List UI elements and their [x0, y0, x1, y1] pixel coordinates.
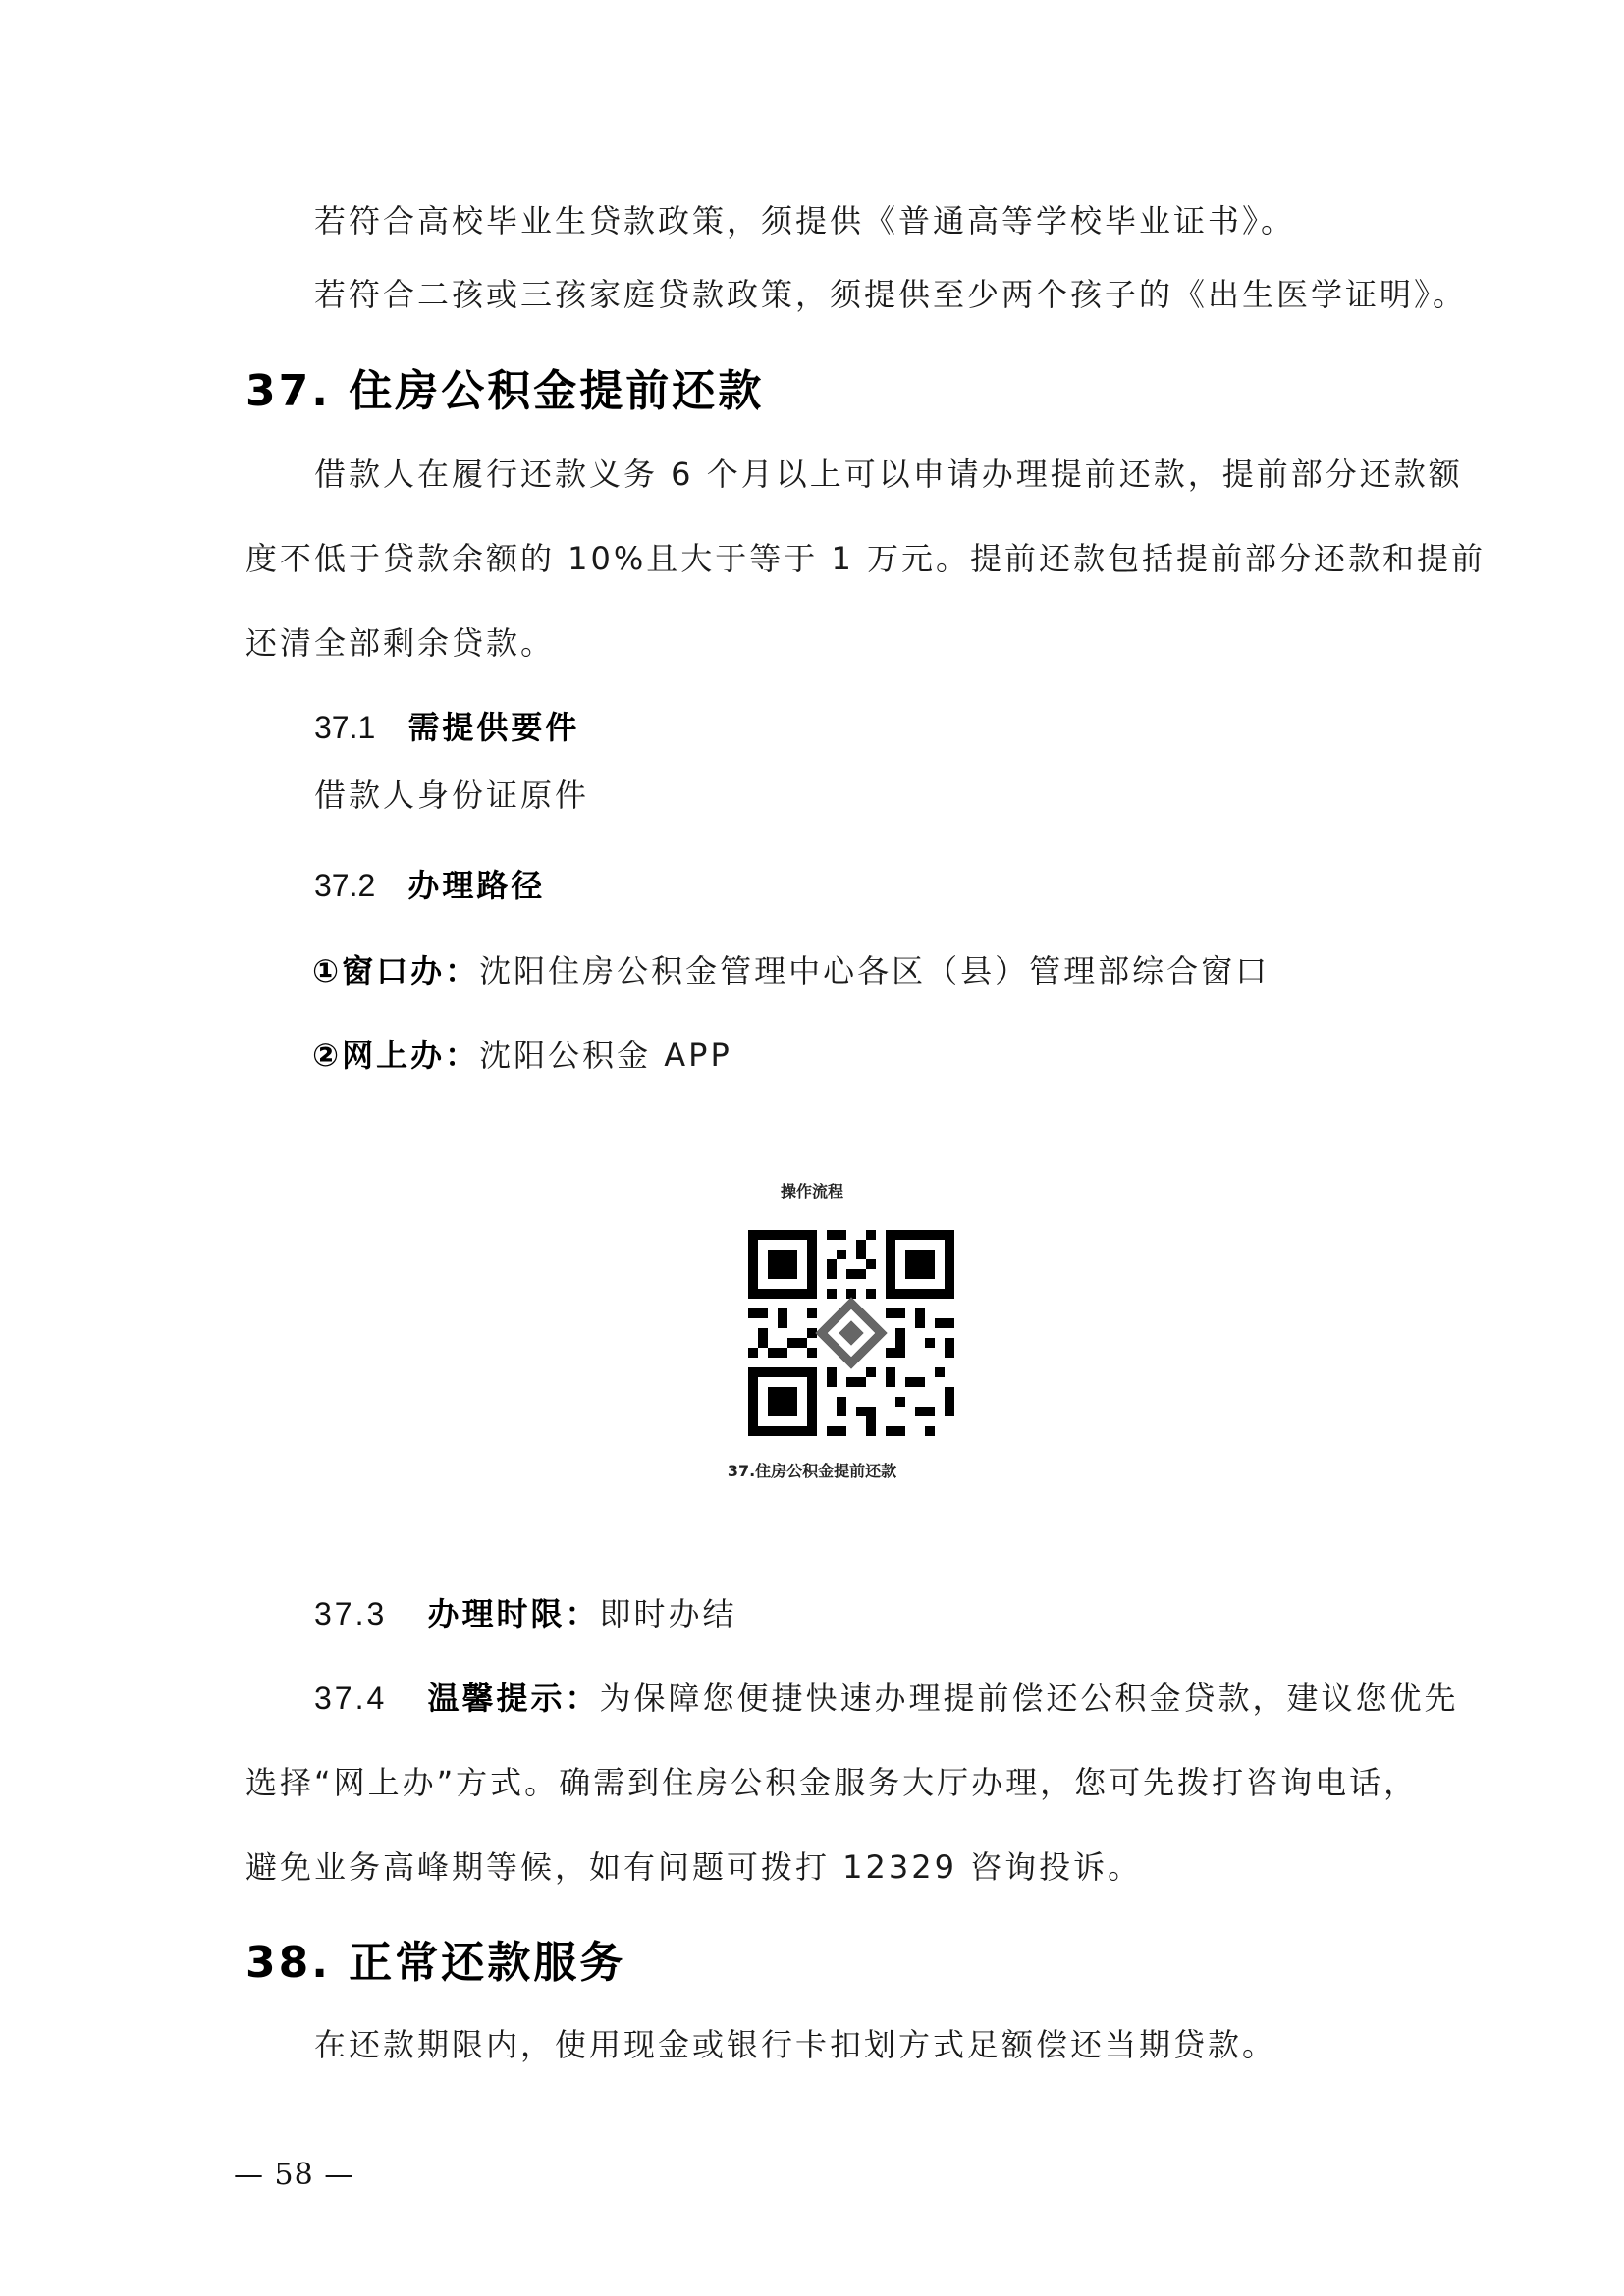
route-window-label: ①窗口办：	[312, 952, 480, 989]
subsection-number: 37.4	[314, 1681, 388, 1716]
subsection-number: 37.2	[314, 868, 376, 903]
route-online-label: ②网上办：	[312, 1037, 480, 1074]
qr-bottom-caption: 37.住房公积金提前还款	[727, 1462, 897, 1480]
subsection-label: 温馨提示：	[427, 1680, 600, 1717]
subsection-label: 办理路径	[407, 867, 546, 904]
route-online-text: 沈阳公积金 APP	[479, 1037, 732, 1074]
subsection-37-4-line-1	[314, 1674, 1458, 1719]
subsection-label: 需提供要件	[407, 709, 580, 746]
intro-line-1: 若符合高校毕业生贷款政策，须提供《普通高等学校毕业证书》。	[314, 202, 1296, 240]
qr-code-graphic	[748, 1230, 954, 1436]
subsection-label: 办理时限：	[427, 1595, 600, 1632]
subsection-number: 37.1	[314, 710, 376, 745]
section-38-title: 38. 正常还款服务	[245, 1938, 626, 1988]
intro-line-2: 若符合二孩或三孩家庭贷款政策，须提供至少两个孩子的《出生医学证明》。	[314, 276, 1468, 313]
section-38-para-line-1: 在还款期限内，使用现金或银行卡扣划方式足额偿还当期贷款。	[314, 2026, 1277, 2063]
subsection-text: 即时办结	[599, 1595, 737, 1632]
qr-top-caption: 操作流程	[780, 1182, 844, 1201]
section-37-para-line-1: 借款人在履行还款义务 6 个月以上可以申请办理提前还款，提前部分还款额	[314, 455, 1463, 493]
section-37-para-line-2: 度不低于贷款余额的 10%且大于等于 1 万元。提前还款包括提前部分还款和提前	[245, 540, 1487, 577]
subsection-37-2-heading	[314, 861, 545, 906]
section-37-title: 37. 住房公积金提前还款	[245, 366, 765, 416]
subsection-37-4-line-2: 选择“网上办”方式。确需到住房公积金服务大厅办理，您可先拨打咨询电话，	[245, 1764, 1419, 1801]
subsection-37-1-heading	[314, 703, 579, 748]
subsection-37-4-line-3: 避免业务高峰期等候，如有问题可拨打 12329 咨询投诉。	[245, 1848, 1143, 1886]
qr-code[interactable]	[748, 1230, 954, 1436]
subsection-37-3	[314, 1589, 736, 1634]
subsection-number: 37.3	[314, 1596, 388, 1631]
section-37-para-line-3: 还清全部剩余贷款。	[245, 624, 556, 662]
subsection-37-1-content: 借款人身份证原件	[314, 776, 590, 814]
route-window	[312, 946, 1270, 991]
page-number: — 58 —	[234, 2158, 355, 2192]
route-window-text: 沈阳住房公积金管理中心各区（县）管理部综合窗口	[479, 952, 1271, 989]
route-online	[312, 1031, 732, 1076]
subsection-text: 为保障您便捷快速办理提前偿还公积金贷款，建议您优先	[599, 1680, 1459, 1717]
